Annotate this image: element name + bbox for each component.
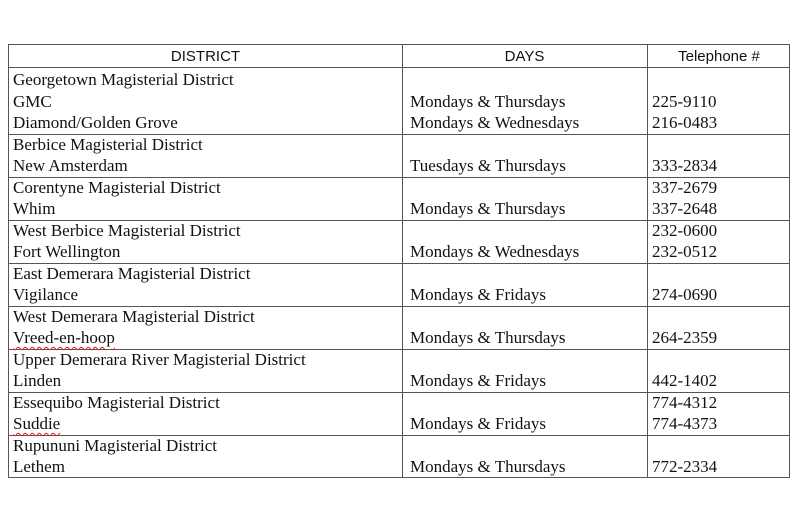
district-location: GMC bbox=[13, 92, 52, 111]
sitting-days: Mondays & Fridays bbox=[410, 414, 546, 433]
magisterial-district-table bbox=[8, 44, 790, 478]
header-telephone: Telephone # bbox=[678, 48, 760, 65]
header-district: DISTRICT bbox=[170, 48, 241, 65]
sitting-days: Mondays & Thursdays bbox=[410, 92, 566, 111]
district-region: Upper Demerara River Magisterial District bbox=[13, 350, 306, 369]
telephone-number: 264-2359 bbox=[652, 328, 718, 347]
telephone-number: 232-0600 bbox=[652, 221, 718, 240]
district-location: New Amsterdam bbox=[13, 156, 128, 175]
district-region: Rupununi Magisterial District bbox=[13, 436, 217, 455]
district-region: East Demerara Magisterial District bbox=[13, 264, 251, 283]
district-region: West Demerara Magisterial District bbox=[13, 307, 255, 326]
sitting-days: Mondays & Thursdays bbox=[410, 199, 566, 218]
telephone-number: 337-2648 bbox=[652, 199, 718, 218]
sitting-days: Mondays & Thursdays bbox=[410, 457, 566, 476]
telephone-number: 333-2834 bbox=[652, 156, 718, 175]
district-location: Diamond/Golden Grove bbox=[13, 113, 178, 132]
district-region: Corentyne Magisterial District bbox=[13, 178, 221, 197]
district-location: Fort Wellington bbox=[13, 242, 121, 261]
sitting-days: Mondays & Thursdays bbox=[410, 328, 566, 347]
telephone-number: 442-1402 bbox=[652, 371, 718, 390]
district-location: Vreed-en-hoop bbox=[13, 328, 115, 347]
district-location: Suddie bbox=[13, 414, 61, 433]
district-region: Essequibo Magisterial District bbox=[13, 393, 220, 412]
sitting-days: Mondays & Wednesdays bbox=[410, 242, 580, 261]
header-days: DAYS bbox=[504, 48, 545, 65]
telephone-number: 337-2679 bbox=[652, 178, 718, 197]
sitting-days: Mondays & Wednesdays bbox=[410, 113, 580, 132]
district-location: Whim bbox=[13, 199, 56, 218]
column-divider bbox=[402, 45, 403, 477]
sitting-days: Mondays & Fridays bbox=[410, 285, 546, 304]
telephone-number: 274-0690 bbox=[652, 285, 718, 304]
telephone-number: 225-9110 bbox=[652, 92, 717, 111]
district-region: West Berbice Magisterial District bbox=[13, 221, 241, 240]
sitting-days: Mondays & Fridays bbox=[410, 371, 546, 390]
telephone-number: 772-2334 bbox=[652, 457, 718, 476]
telephone-number: 774-4373 bbox=[652, 414, 718, 433]
district-location: Vigilance bbox=[13, 285, 79, 304]
district-location: Linden bbox=[13, 371, 62, 390]
district-region: Georgetown Magisterial District bbox=[13, 70, 234, 89]
row-divider bbox=[9, 67, 789, 68]
sitting-days: Tuesdays & Thursdays bbox=[410, 156, 566, 175]
telephone-number: 216-0483 bbox=[652, 113, 718, 132]
district-location: Lethem bbox=[13, 457, 65, 476]
telephone-number: 774-4312 bbox=[652, 393, 718, 412]
column-divider bbox=[647, 45, 648, 477]
telephone-number: 232-0512 bbox=[652, 242, 718, 261]
district-region: Berbice Magisterial District bbox=[13, 135, 203, 154]
